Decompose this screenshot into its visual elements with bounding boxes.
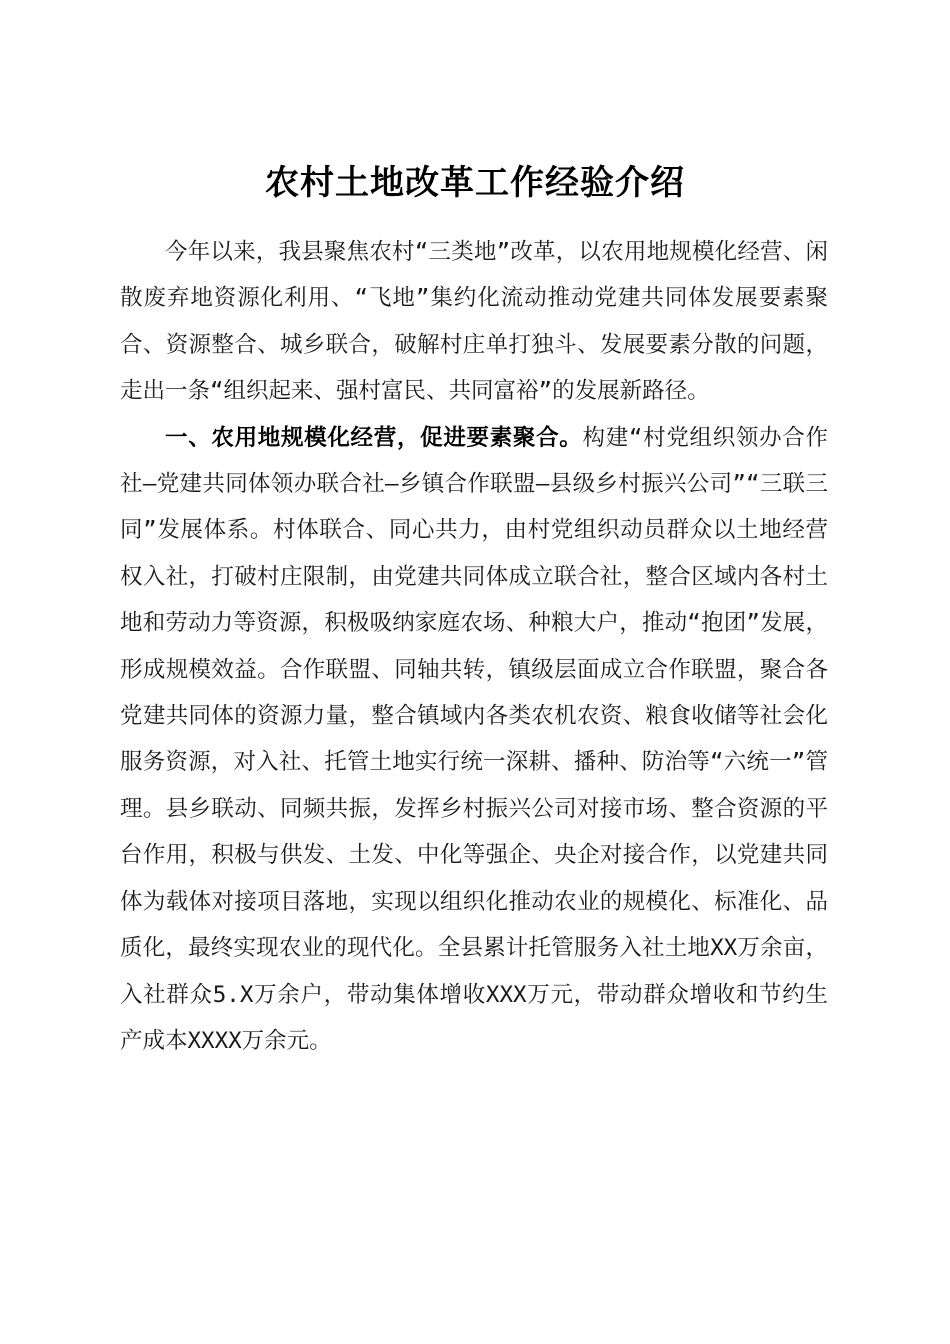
section-1-paragraph (120, 415, 828, 1065)
document-title: 农村土地改革工作经验介绍 (265, 162, 685, 203)
section-1-heading: 一、农用地规模化经营，促进要素聚合。 (165, 424, 583, 451)
section-1-body: 构建“村党组织领办合作社—党建共同体领办联合社—乡镇合作联盟—县级乡村振兴公司”“三联三同”发展体系。村体联合、同心共力，由村党组织动员群众以土地经营权入社，打破村庄限制，由党建共同体成立联合社，整合区域内各村土地和劳动力等资源，积极吸纳家庭农场、种粮大户，推动“抱团”发展，形成规模效益。合作联盟、同轴共转，镇级层面成立合作联盟，聚合各党建共同体的资源力量，整合镇域内各类农机农资、粮食收储等社会化服务资源，对入社、托管土地实行统一深耕、播种、防治等“六统一”管理。县乡联动、同频共振，发挥乡村振兴公司对接市场、整合资源的平台作用，积极与供发、土发、中化等强企、央企对接合作，以党建共同体为载体对接项目落地，实现以组织化推动农业的规模化、标准化、品质化，最终实现农业的现代化。全县累计托管服务入社土地XX万余亩，入社群众5.X万余户，带动集体增收XXX万元，带动群众增收和节约生产成本XXXX万余元。 (120, 424, 828, 1054)
intro-paragraph: 今年以来，我县聚焦农村“三类地”改革，以农用地规模化经营、闲散废弃地资源化利用、“飞地”集约化流动推动党建共同体发展要素聚合、资源整合、城乡联合，破解村庄单打独斗、发展要素分散的问题，走出一条“组织起来、强村富民、共同富裕”的发展新路径。 (120, 239, 828, 405)
document-body (120, 229, 828, 1064)
